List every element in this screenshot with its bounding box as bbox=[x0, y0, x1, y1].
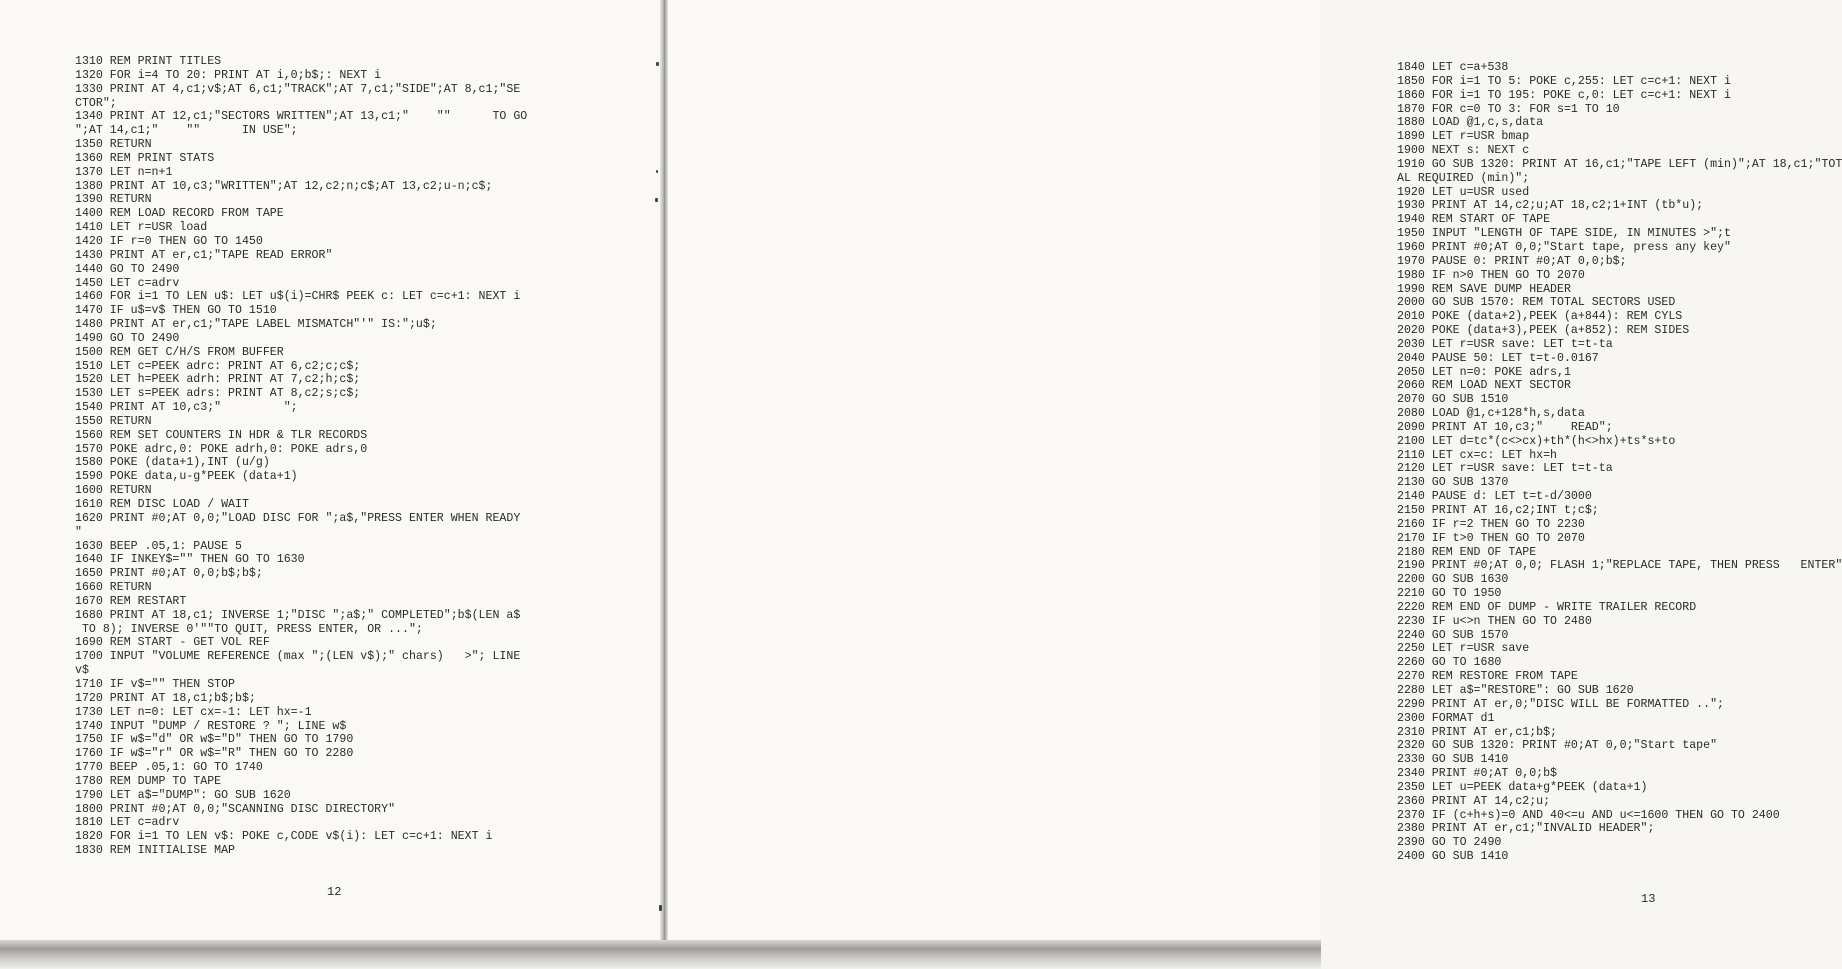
code-line: 2010 POKE (data+2),PEEK (a+844): REM CYLS bbox=[1397, 310, 1683, 324]
code-line: 1610 REM DISC LOAD / WAIT bbox=[75, 498, 249, 511]
code-line: 2040 PAUSE 50: LET t=t-0.0167 bbox=[1397, 351, 1599, 365]
code-line: 2320 GO SUB 1320: PRINT #0;AT 0,0;"Start tape" bbox=[1397, 739, 1718, 753]
code-line: 1910 GO SUB 1320: PRINT AT 16,c1;"TAPE LEFT (min)";AT 18,c1;"TOT bbox=[1397, 157, 1842, 171]
code-line: 2280 LET a$="RESTORE": GO SUB 1620 bbox=[1397, 683, 1634, 697]
code-line: 1620 PRINT #0;AT 0,0;"LOAD DISC FOR ";a$,"PRESS ENTER WHEN READY bbox=[75, 511, 521, 525]
code-line: 2270 REM RESTORE FROM TAPE bbox=[1397, 670, 1578, 684]
code-line: 1380 PRINT AT 10,c3;"WRITTEN";AT 12,c2;n;c$;AT 13,c2;u-n;c$; bbox=[75, 179, 493, 193]
code-line: 1820 FOR i=1 TO LEN v$: POKE c,CODE v$(i): LET c=c+1: NEXT i bbox=[75, 830, 493, 844]
code-line: ";AT 14,c1;" "" IN USE"; bbox=[75, 124, 298, 138]
code-line: 1460 FOR i=1 TO LEN u$: LET u$(i)=CHR$ PEEK c: LET c=c+1: NEXT i bbox=[75, 290, 521, 304]
code-line: 2090 PRINT AT 10,c3;" READ"; bbox=[1397, 420, 1613, 434]
code-line: 2020 POKE (data+3),PEEK (a+852): REM SIDES bbox=[1397, 324, 1690, 338]
code-line: 1400 REM LOAD RECORD FROM TAPE bbox=[75, 207, 284, 221]
code-line: 1600 RETURN bbox=[75, 484, 152, 498]
code-line: 2250 LET r=USR save bbox=[1397, 642, 1530, 656]
code-line: 1880 LOAD @1,c,s,data bbox=[1397, 116, 1544, 130]
code-line: v$ bbox=[75, 664, 89, 678]
code-line: 1500 REM GET C/H/S FROM BUFFER bbox=[75, 345, 284, 359]
scan-speck bbox=[659, 905, 662, 911]
left-page bbox=[0, 0, 662, 940]
code-line: 1360 REM PRINT STATS bbox=[75, 151, 215, 165]
right-page bbox=[668, 0, 1842, 940]
code-line: 1870 FOR c=0 TO 3: FOR s=1 TO 10 bbox=[1397, 102, 1620, 116]
code-line: 1570 POKE adrc,0: POKE adrh,0: POKE adrs,0 bbox=[75, 442, 368, 456]
code-line: 1490 GO TO 2490 bbox=[75, 331, 180, 345]
code-line: 2380 PRINT AT er,c1;"INVALID HEADER"; bbox=[1397, 822, 1655, 836]
code-line: 1510 LET c=PEEK adrc: PRINT AT 6,c2;c;c$; bbox=[75, 359, 361, 373]
code-line: 1970 PAUSE 0: PRINT #0;AT 0,0;b$; bbox=[1397, 254, 1627, 268]
code-line: 1350 RETURN bbox=[75, 138, 152, 152]
code-line: 2170 IF t>0 THEN GO TO 2070 bbox=[1397, 531, 1585, 545]
left-page-number: 12 bbox=[327, 885, 342, 899]
code-line: 1660 RETURN bbox=[75, 581, 152, 595]
code-line: 2100 LET d=tc*(c<>cx)+th*(h<>hx)+ts*s+to bbox=[1397, 434, 1676, 448]
code-line: 2260 GO TO 1680 bbox=[1397, 656, 1502, 670]
code-line: 2120 LET r=USR save: LET t=t-ta bbox=[1397, 462, 1613, 476]
code-line: 2160 IF r=2 THEN GO TO 2230 bbox=[1397, 517, 1585, 531]
code-line: 1840 LET c=a+538 bbox=[1397, 61, 1509, 74]
code-line: 1320 FOR i=4 TO 20: PRINT AT i,0;b$;: NEXT i bbox=[75, 68, 382, 82]
code-line: 2220 REM END OF DUMP - WRITE TRAILER RECORD bbox=[1397, 600, 1697, 614]
code-line: 1310 REM PRINT TITLES bbox=[75, 55, 222, 68]
code-line: 1730 LET n=0: LET cx=-1: LET hx=-1 bbox=[75, 705, 312, 719]
code-line: CTOR"; bbox=[75, 96, 117, 110]
code-line: 1370 LET n=n+1 bbox=[75, 165, 173, 179]
code-line: 1960 PRINT #0;AT 0,0;"Start tape, press any key" bbox=[1397, 240, 1731, 254]
code-line: 1680 PRINT AT 18,c1; INVERSE 1;"DISC ";a$;" COMPLETED";b$(LEN a$ bbox=[75, 608, 521, 622]
code-line: 1900 NEXT s: NEXT c bbox=[1397, 144, 1530, 158]
code-line: 1410 LET r=USR load bbox=[75, 221, 208, 235]
code-line: 1420 IF r=0 THEN GO TO 1450 bbox=[75, 234, 263, 248]
code-line: 1740 INPUT "DUMP / RESTORE ? "; LINE w$ bbox=[75, 719, 347, 733]
code-line: 1450 LET c=adrv bbox=[75, 276, 180, 290]
code-line: TO 8); INVERSE 0'""TO QUIT, PRESS ENTER, OR ..."; bbox=[75, 622, 423, 636]
code-line: 1950 INPUT "LENGTH OF TAPE SIDE, IN MINUTES >";t bbox=[1397, 227, 1731, 241]
code-line: 1890 LET r=USR bmap bbox=[1397, 130, 1530, 144]
code-line: 1550 RETURN bbox=[75, 414, 152, 428]
code-line: 1710 IF v$="" THEN STOP bbox=[75, 677, 236, 691]
right-code-listing bbox=[1397, 61, 1842, 864]
code-line: 2130 GO SUB 1370 bbox=[1397, 476, 1509, 490]
code-line: 1810 LET c=adrv bbox=[75, 816, 180, 830]
code-line: 1800 PRINT #0;AT 0,0;"SCANNING DISC DIRECTORY" bbox=[75, 802, 396, 816]
code-line: 1470 IF u$=v$ THEN GO TO 1510 bbox=[75, 304, 277, 318]
code-line: 1640 IF INKEY$="" THEN GO TO 1630 bbox=[75, 553, 305, 567]
code-line: 2230 IF u<>n THEN GO TO 2480 bbox=[1397, 614, 1592, 628]
code-line: " bbox=[75, 525, 82, 539]
code-line: 1750 IF w$="d" OR w$="D" THEN GO TO 1790 bbox=[75, 733, 354, 747]
code-line: 2070 GO SUB 1510 bbox=[1397, 393, 1509, 407]
code-line: 2060 REM LOAD NEXT SECTOR bbox=[1397, 379, 1571, 393]
right-page-number: 13 bbox=[1641, 892, 1656, 906]
code-line: 2300 FORMAT d1 bbox=[1397, 711, 1495, 725]
code-line: 1340 PRINT AT 12,c1;"SECTORS WRITTEN";AT 13,c1;" "" TO GO bbox=[75, 110, 528, 124]
code-line: 1700 INPUT "VOLUME REFERENCE (max ";(LEN v$);" chars) >"; LINE bbox=[75, 650, 521, 664]
code-line: 1520 LET h=PEEK adrh: PRINT AT 7,c2;h;c$; bbox=[75, 373, 361, 387]
code-line: 2000 GO SUB 1570: REM TOTAL SECTORS USED bbox=[1397, 296, 1676, 310]
code-line: 2080 LOAD @1,c+128*h,s,data bbox=[1397, 407, 1585, 421]
code-line: 2310 PRINT AT er,c1;b$; bbox=[1397, 725, 1558, 739]
code-line: 1760 IF w$="r" OR w$="R" THEN GO TO 2280 bbox=[75, 747, 354, 761]
code-line: 1430 PRINT AT er,c1;"TAPE READ ERROR" bbox=[75, 248, 333, 262]
code-line: 1390 RETURN bbox=[75, 193, 152, 207]
code-line: 2030 LET r=USR save: LET t=t-ta bbox=[1397, 337, 1613, 351]
code-line: 2290 PRINT AT er,0;"DISC WILL BE FORMATTED .."; bbox=[1397, 697, 1724, 711]
code-line: 1580 POKE (data+1),INT (u/g) bbox=[75, 456, 270, 470]
scan-speck bbox=[655, 198, 658, 202]
code-line: 1670 REM RESTART bbox=[75, 594, 187, 608]
code-line: 2370 IF (c+h+s)=0 AND 40<=u AND u<=1600 THEN GO TO 2400 bbox=[1397, 808, 1780, 822]
code-line: 1720 PRINT AT 18,c1;b$;b$; bbox=[75, 691, 256, 705]
code-line: 1770 BEEP .05,1: GO TO 1740 bbox=[75, 761, 263, 775]
code-line: 2240 GO SUB 1570 bbox=[1397, 628, 1509, 642]
scan-speck bbox=[656, 62, 659, 66]
code-line: 1540 PRINT AT 10,c3;" "; bbox=[75, 401, 298, 415]
code-line: 1790 LET a$="DUMP": GO SUB 1620 bbox=[75, 788, 291, 802]
code-line: 2350 LET u=PEEK data+g*PEEK (data+1) bbox=[1397, 780, 1648, 794]
code-line: 1920 LET u=USR used bbox=[1397, 185, 1530, 199]
code-line: 2330 GO SUB 1410 bbox=[1397, 753, 1509, 767]
code-line: 2110 LET cx=c: LET hx=h bbox=[1397, 448, 1558, 462]
code-line: 1480 PRINT AT er,c1;"TAPE LABEL MISMATCH"'" IS:";u$; bbox=[75, 318, 437, 332]
code-line: 2150 PRINT AT 16,c2;INT t;c$; bbox=[1397, 504, 1599, 517]
code-line: 2210 GO TO 1950 bbox=[1397, 587, 1502, 601]
code-line: AL REQUIRED (min)"; bbox=[1397, 171, 1530, 185]
code-line: 1650 PRINT #0;AT 0,0;b$;b$; bbox=[75, 567, 263, 581]
code-line: 1560 REM SET COUNTERS IN HDR & TLR RECORDS bbox=[75, 428, 368, 442]
page-bottom-edge bbox=[0, 940, 1321, 969]
code-line: 1940 REM START OF TAPE bbox=[1397, 213, 1551, 227]
code-line: 2340 PRINT #0;AT 0,0;b$ bbox=[1397, 767, 1558, 781]
code-line: 1780 REM DUMP TO TAPE bbox=[75, 774, 222, 788]
scan-speck bbox=[656, 170, 658, 173]
code-line: 1330 PRINT AT 4,c1;v$;AT 6,c1;"TRACK";AT 7,c1;"SIDE";AT 8,c1;"SE bbox=[75, 82, 521, 96]
code-line: 2200 GO SUB 1630 bbox=[1397, 573, 1509, 587]
code-line: 1990 REM SAVE DUMP HEADER bbox=[1397, 282, 1571, 296]
code-line: 2180 REM END OF TAPE bbox=[1397, 545, 1537, 559]
code-line: 1530 LET s=PEEK adrs: PRINT AT 8,c2;s;c$; bbox=[75, 387, 361, 401]
code-line: 1830 REM INITIALISE MAP bbox=[75, 844, 236, 858]
code-line: 2390 GO TO 2490 bbox=[1397, 836, 1502, 850]
code-line: 1690 REM START - GET VOL REF bbox=[75, 636, 270, 650]
code-line: 1630 BEEP .05,1: PAUSE 5 bbox=[75, 539, 242, 553]
code-line: 1860 FOR i=1 TO 195: POKE c,0: LET c=c+1: NEXT i bbox=[1397, 88, 1731, 102]
code-line: 2360 PRINT AT 14,c2;u; bbox=[1397, 794, 1551, 808]
code-line: 2050 LET n=0: POKE adrs,1 bbox=[1397, 365, 1571, 379]
left-code-listing bbox=[75, 55, 527, 858]
code-line: 2400 GO SUB 1410 bbox=[1397, 850, 1509, 864]
code-line: 1850 FOR i=1 TO 5: POKE c,255: LET c=c+1: NEXT i bbox=[1397, 74, 1731, 88]
code-line: 2190 PRINT #0;AT 0,0; FLASH 1;"REPLACE TAPE, THEN PRESS ENTER" bbox=[1397, 559, 1842, 573]
code-line: 1590 POKE data,u-g*PEEK (data+1) bbox=[75, 470, 298, 484]
code-line: 1440 GO TO 2490 bbox=[75, 262, 180, 276]
code-line: 1980 IF n>0 THEN GO TO 2070 bbox=[1397, 268, 1585, 282]
code-line: 1930 PRINT AT 14,c2;u;AT 18,c2;1+INT (tb*u); bbox=[1397, 199, 1704, 213]
code-line: 2140 PAUSE d: LET t=t-d/3000 bbox=[1397, 490, 1592, 504]
